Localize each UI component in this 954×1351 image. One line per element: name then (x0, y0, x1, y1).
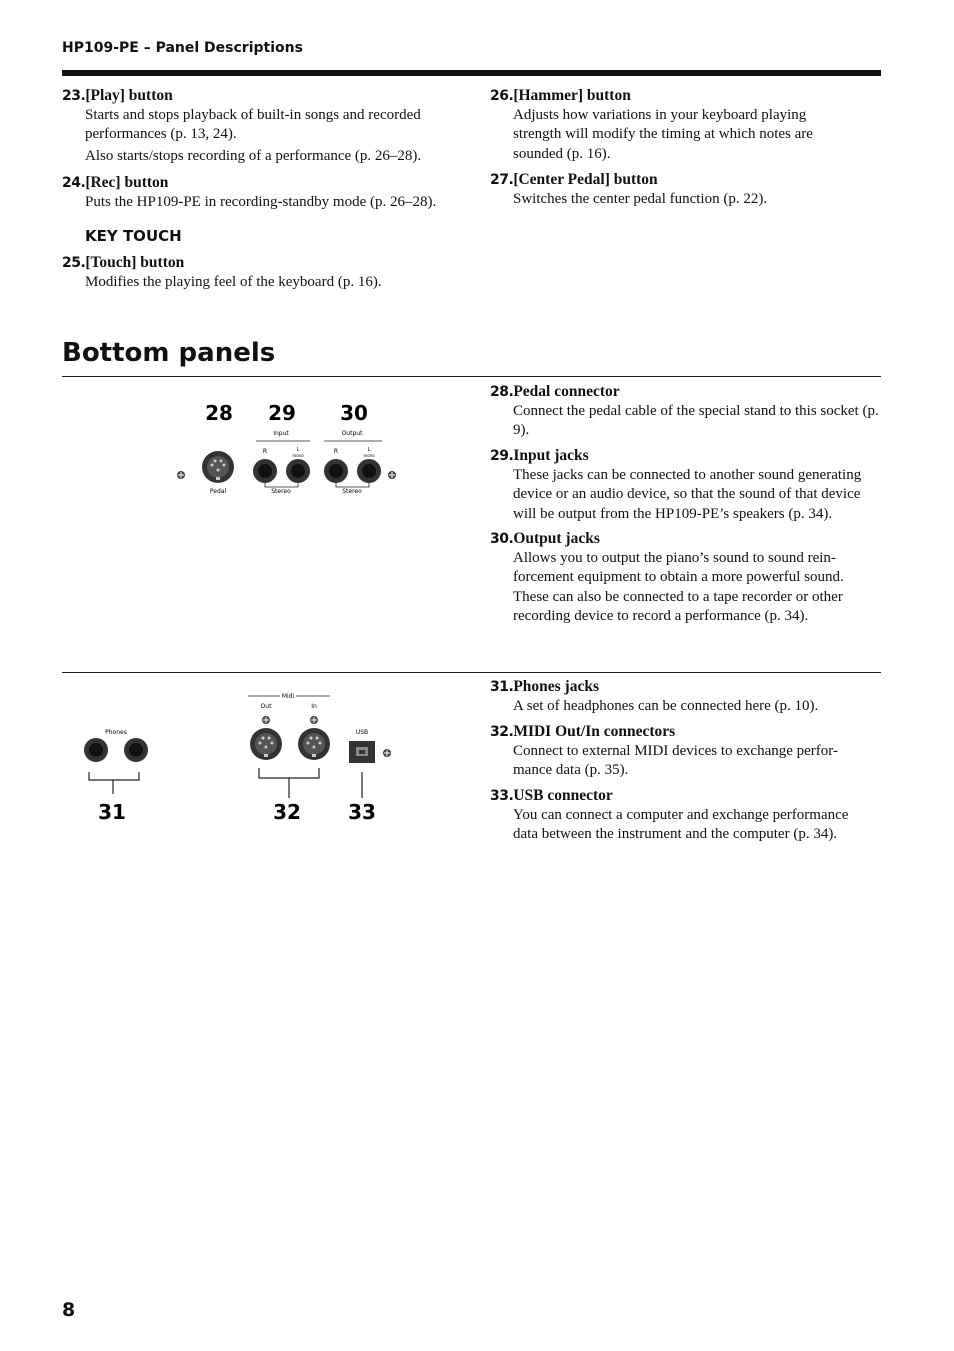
label-stereo: Stereo (271, 488, 291, 495)
label-mono: mono (363, 453, 375, 458)
item-description: Connect to external MIDI devices to exchange perfor-mance data (p. 35). (513, 743, 838, 779)
item-29 (490, 446, 885, 526)
item-31 (490, 677, 880, 718)
item-25 (62, 253, 462, 294)
item-number: 30. (490, 531, 514, 547)
label-pedal: Pedal (209, 488, 227, 495)
item-description: Modifies the playing feel of the keyboard (p. 16). (85, 274, 382, 290)
callout-number-32: 32 (273, 800, 301, 824)
input-jack-l-icon (286, 459, 310, 483)
item-title: Output jacks (513, 530, 600, 547)
item-title: [Center Pedal] button (513, 171, 658, 188)
item-title: USB connector (513, 787, 613, 804)
label-input: Input (273, 430, 289, 437)
midi-in-connector-icon (298, 728, 330, 760)
item-title: [Play] button (85, 87, 173, 104)
section-title-bottom-panels: Bottom panels (62, 338, 276, 368)
label-output: Output (341, 430, 363, 437)
midi-out-connector-icon (250, 728, 282, 760)
item-26 (490, 86, 860, 166)
item-28 (490, 382, 880, 443)
label-l: L (367, 447, 371, 453)
item-23 (62, 86, 462, 168)
header-rule (62, 70, 881, 76)
item-description: These jacks can be connected to another sound generating device or an audio device, so that the sound of that device will be output from the HP109-PE’s speakers (p. 34). (513, 467, 862, 522)
item-number: 23. (62, 88, 86, 104)
callout-number-30: 30 (340, 401, 368, 425)
item-number: 32. (490, 724, 514, 740)
section-rule (62, 672, 881, 673)
label-mono: mono (292, 453, 304, 458)
item-title: [Hammer] button (513, 87, 631, 104)
item-title: [Touch] button (85, 254, 185, 271)
item-30 (490, 529, 880, 629)
input-jack-r-icon (253, 459, 277, 483)
usb-connector-icon (349, 741, 375, 763)
item-27 (490, 170, 870, 211)
callout-number-31: 31 (98, 800, 126, 824)
screw-icon (383, 749, 391, 757)
item-number: 24. (62, 175, 86, 191)
callout-number-28: 28 (205, 401, 233, 425)
screw-icon (262, 716, 270, 724)
screw-icon (177, 471, 185, 479)
label-stereo: Stereo (342, 488, 362, 495)
item-title: Input jacks (513, 447, 589, 464)
item-number: 27. (490, 172, 514, 188)
item-number: 26. (490, 88, 514, 104)
item-number: 25. (62, 255, 86, 271)
label-usb: USB (355, 729, 369, 736)
screw-icon (388, 471, 396, 479)
label-in: In (311, 703, 317, 710)
item-32 (490, 722, 880, 783)
label-phones: Phones (105, 729, 127, 736)
item-title: MIDI Out/In connectors (513, 723, 676, 740)
label-r: R (262, 448, 268, 455)
item-description: Adjusts how variations in your keyboard playing strength will modify the timing at which notes are sounded (p. 16). (513, 107, 813, 162)
item-number: 29. (490, 448, 514, 464)
label-out: Out (260, 703, 272, 710)
callout-number-33: 33 (348, 800, 376, 824)
label-l: L (296, 447, 300, 453)
section-heading-key-touch: KEY TOUCH (85, 227, 182, 245)
item-description: Allows you to output the piano’s sound to sound rein-forcement equipment to obtain a more powerful sound. These can also be connected to a tape recorder or other recording device to record a performance (p. 34). (513, 550, 844, 625)
item-description: You can connect a computer and exchange performance data between the instrument and the computer (p. 34). (513, 807, 849, 843)
screw-icon (310, 716, 318, 724)
item-description: A set of headphones can be connected here (p. 10). (513, 698, 819, 714)
item-description: Connect the pedal cable of the special stand to this socket (p. 9). (513, 403, 879, 439)
phones-jack-icon (124, 738, 148, 762)
phones-jack-icon (84, 738, 108, 762)
label-midi: Midi (281, 693, 295, 700)
callout-number-29: 29 (268, 401, 296, 425)
item-number: 28. (490, 384, 514, 400)
bottom-panel-diagram-pedal-input-output (160, 395, 420, 505)
item-description: Puts the HP109-PE in recording-standby mode (p. 26–28). (85, 194, 437, 210)
item-description: Switches the center pedal function (p. 22). (513, 191, 768, 207)
label-r: R (333, 448, 339, 455)
page-number: 8 (62, 1299, 76, 1321)
section-rule (62, 376, 881, 377)
item-title: [Rec] button (85, 174, 169, 191)
item-description: Starts and stops playback of built-in songs and recorded performances (p. 13, 24). (85, 107, 421, 143)
item-title: Phones jacks (513, 678, 600, 695)
pedal-connector-icon (202, 451, 234, 483)
page-header-title: HP109-PE – Panel Descriptions (62, 40, 303, 56)
output-jack-l-icon (357, 459, 381, 483)
item-33 (490, 786, 880, 847)
item-24 (62, 173, 472, 214)
item-description: Also starts/stops recording of a performance (p. 26–28). (85, 147, 422, 164)
item-number: 31. (490, 679, 514, 695)
item-number: 33. (490, 788, 514, 804)
output-jack-r-icon (324, 459, 348, 483)
bottom-panel-diagram-phones-midi-usb (62, 688, 482, 828)
item-title: Pedal connector (513, 383, 620, 400)
